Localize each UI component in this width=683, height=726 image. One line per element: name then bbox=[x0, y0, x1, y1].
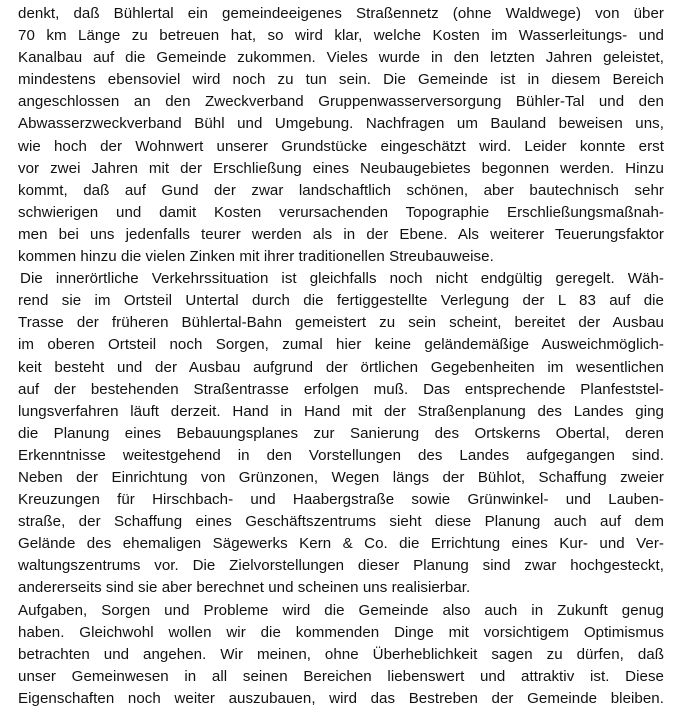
text-line: straße, der Schaffung eines Geschäftszentrums sieht diese Planung auch auf dem bbox=[18, 513, 664, 531]
text-line: andererseits sind sie aber berechnet und scheinen uns realisierbar. bbox=[18, 579, 471, 597]
text-line: unser Gemeinwesen in all seinen Bereichen liebenswert und attraktiv ist. Diese bbox=[18, 667, 664, 685]
text-line: im oberen Ortsteil noch Sorgen, zumal hier keine geländemäßige Ausweichmöglich- bbox=[18, 336, 664, 354]
text-line: men bei uns jedenfalls teurer werden als in der Ebene. Als weiterer Teuerungsfaktor bbox=[18, 225, 664, 243]
text-line: angeschlossen an den Zweckverband Gruppenwasserversorgung Bühler-Tal und den bbox=[18, 93, 664, 111]
text-line: Kanalbau auf die Gemeinde zukommen. Vieles wurde in den letzten Jahren geleistet, bbox=[18, 49, 664, 67]
text-line: 70 km Länge zu betreuen hat, so wird klar, welche Kosten im Wasserleitungs- und bbox=[18, 27, 664, 45]
text-line: Kreuzungen für Hirschbach- und Haabergstraße sowie Grünwinkel- und Lauben- bbox=[18, 491, 664, 509]
text-line: Trasse der früheren Bühlertal-Bahn gemeistert zu sein scheint, bereitet der Ausbau bbox=[18, 314, 664, 332]
text-line: schwierigen und damit Kosten verursachenden Topographie Erschließungsmaßnah- bbox=[18, 203, 664, 221]
body-text bbox=[18, 3, 664, 710]
text-line: kommt, daß auf Gund der zwar landschaftlich schönen, aber bautechnisch sehr bbox=[18, 181, 664, 199]
text-line: denkt, daß Bühlertal ein gemeindeeigenes Straßennetz (ohne Waldwege) von über bbox=[18, 5, 664, 22]
text-line: waltungszentrums vor. Die Zielvorstellungen dieser Planung sind zwar hochgesteckt, bbox=[18, 557, 664, 575]
text-line: betrachten und angehen. Wir meinen, ohne Überheblichkeit sagen zu dürfen, daß bbox=[18, 645, 664, 663]
text-line: wie hoch der Wohnwert unserer Grundstücke eingeschätzt wird. Leider konnte erst bbox=[18, 137, 664, 155]
text-line: Eigenschaften noch weiter auszubauen, wird das Bestreben der Gemeinde bleiben. bbox=[18, 689, 664, 707]
text-line: rend sie im Ortsteil Untertal durch die fertiggestellte Verlegung der L 83 auf die bbox=[18, 292, 664, 310]
text-line: auf der bestehenden Straßentrasse erfolgen muß. Das entsprechende Planfeststel- bbox=[18, 380, 664, 398]
text-line: keit besteht und der Ausbau aufgrund der örtlichen Gegebenheiten im wesentlichen bbox=[18, 358, 664, 376]
text-line: lungsverfahren läuft derzeit. Hand in Hand mit der Straßenplanung des Landes ging bbox=[18, 402, 664, 420]
text-line: kommen hinzu die vielen Zinken mit ihrer traditionellen Streubauweise. bbox=[18, 248, 494, 266]
text-line: haben. Gleichwohl wollen wir die kommenden Dinge mit vorsichtigem Optimismus bbox=[18, 623, 664, 641]
text-line: die Planung eines Bebauungsplanes zur Sanierung des Ortskerns Obertal, deren bbox=[18, 424, 664, 442]
text-line: Gelände des ehemaligen Sägewerks Kern & Co. die Errichtung eines Kur- und Ver- bbox=[18, 535, 664, 553]
text-line: Die innerörtliche Verkehrssituation ist gleichfalls noch nicht endgültig geregelt. Wäh- bbox=[20, 270, 664, 288]
text-line: Neben der Einrichtung von Grünzonen, Wegen längs der Bühlot, Schaffung zweier bbox=[18, 468, 664, 486]
text-line: mindestens ebensoviel wird noch zu tun sein. Die Gemeinde ist in diesem Bereich bbox=[18, 71, 664, 89]
text-line: Erkenntnisse weitestgehend in den Vorstellungen des Landes aufgegangen sind. bbox=[18, 446, 664, 464]
text-line: Aufgaben, Sorgen und Probleme wird die Gemeinde also auch in Zukunft genug bbox=[18, 601, 664, 619]
text-line: Abwasserzweckverband Bühl und Umgebung. Nachfragen um Bauland beweisen uns, bbox=[18, 115, 664, 133]
text-line: vor zwei Jahren mit der Erschließung eines Neubaugebietes begonnen werden. Hinzu bbox=[18, 159, 664, 177]
